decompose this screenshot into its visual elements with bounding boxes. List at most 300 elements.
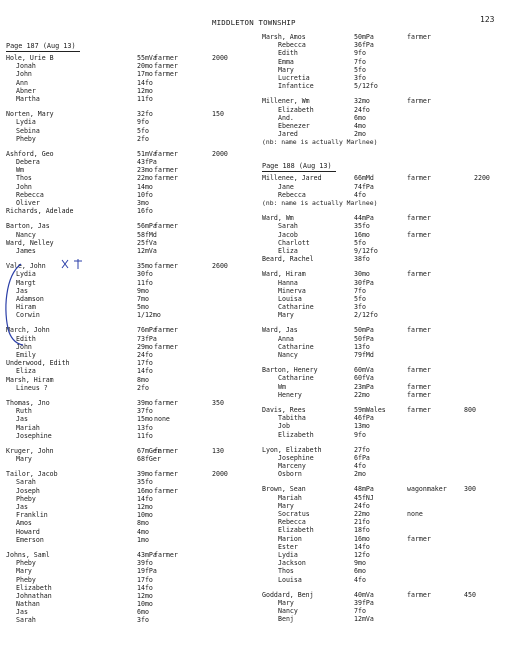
person-name: Job (278, 422, 290, 431)
age-sex-birthplace: 14fo (354, 542, 370, 551)
right-top-families (262, 33, 502, 146)
age-sex-birthplace: 37fo (137, 407, 153, 416)
person-name: Lineus ? (16, 383, 48, 392)
age-sex-birthplace: 5fo (354, 294, 366, 303)
census-row (6, 415, 256, 423)
census-row (6, 455, 256, 463)
census-row (6, 600, 256, 608)
age-sex-birthplace: 56mPa (137, 222, 157, 231)
census-row (262, 130, 502, 138)
census-row (6, 183, 256, 191)
age-sex-birthplace: 14mo (137, 182, 153, 191)
census-row (6, 326, 256, 334)
person-name: Nathan (16, 600, 40, 609)
right-bottom-families (262, 174, 502, 623)
person-name: Sarah (16, 616, 36, 625)
person-name: Thos (16, 174, 32, 183)
census-row (6, 447, 256, 455)
person-name: Beard, Rachel (262, 255, 314, 264)
person-name: Oliver (16, 199, 40, 207)
census-row (262, 494, 502, 502)
person-name: Mary (16, 455, 32, 464)
occupation: farmer (407, 590, 431, 599)
person-name: Kruger, John (6, 446, 54, 455)
occupation: farmer (154, 62, 178, 71)
age-sex-birthplace: 35fo (137, 478, 153, 487)
occupation: farmer (154, 262, 178, 271)
person-name: And. (278, 113, 294, 122)
census-row (262, 97, 502, 105)
person-name: Margt (16, 278, 36, 287)
census-row (262, 326, 502, 334)
census-row (262, 279, 502, 287)
age-sex-birthplace: 9fo (137, 118, 149, 127)
property-value: 2200 (474, 174, 490, 183)
census-row (6, 87, 256, 95)
person-name: Wm (16, 166, 24, 175)
census-row (6, 399, 256, 407)
census-row (6, 567, 256, 575)
census-row (262, 122, 502, 130)
age-sex-birthplace: 32mo (354, 97, 370, 106)
age-sex-birthplace: 9mo (137, 286, 149, 295)
person-name: Louisa (278, 575, 302, 584)
person-name: Goddard, Benj (262, 590, 314, 599)
person-name: Catharine (278, 374, 314, 383)
age-sex-birthplace: 50fPa (354, 334, 374, 343)
person-name: Jane (278, 182, 294, 191)
age-sex-birthplace: 43fPa (137, 158, 157, 167)
age-sex-birthplace: 12mVa (354, 615, 374, 624)
census-row (6, 262, 256, 270)
person-name: Jas (16, 503, 28, 511)
person-name: Rebecca (278, 41, 306, 50)
age-sex-birthplace: 4fo (354, 190, 366, 199)
age-sex-birthplace: 39fo (137, 559, 153, 568)
age-sex-birthplace: 12fo (354, 550, 370, 559)
person-name: Jas (16, 415, 28, 424)
census-row (262, 183, 502, 191)
census-row (6, 311, 256, 319)
census-row (262, 311, 502, 319)
age-sex-birthplace: 35mo (137, 262, 153, 271)
age-sex-birthplace: 17fo (137, 359, 153, 368)
age-sex-birthplace: 5/12fo (354, 82, 378, 91)
person-name: Mary (278, 598, 294, 607)
census-row (6, 511, 256, 519)
age-sex-birthplace: 15mo (137, 415, 153, 424)
age-sex-birthplace: 14fo (137, 78, 153, 87)
person-name: Emma (278, 57, 294, 66)
person-name: Barton, Jas (6, 222, 50, 231)
census-row (6, 70, 256, 78)
family-group (6, 150, 256, 216)
census-row (262, 454, 502, 462)
family-group (262, 214, 502, 263)
occupation: farmer (407, 405, 431, 414)
census-row (262, 576, 502, 584)
census-row (6, 174, 256, 182)
person-name: Debera (16, 158, 40, 167)
family-group (262, 406, 502, 439)
age-sex-birthplace: 27fo (354, 445, 370, 454)
family-group (6, 222, 256, 255)
age-sex-birthplace: 7fo (354, 57, 366, 66)
age-sex-birthplace: 67mGer (137, 446, 161, 455)
census-row (262, 567, 502, 575)
occupation: farmer (154, 470, 178, 479)
person-name: Howard (16, 527, 40, 536)
census-row (262, 214, 502, 222)
age-sex-birthplace: 24fo (354, 501, 370, 510)
census-row (262, 510, 502, 518)
census-row (262, 391, 502, 399)
census-row (262, 462, 502, 470)
census-row (6, 616, 256, 624)
occupation: farmer (154, 326, 178, 335)
person-name: Millenee, Jared (262, 174, 322, 183)
census-row (262, 543, 502, 551)
person-name: Wm (278, 382, 286, 391)
person-name: Socratus (278, 510, 310, 518)
property-value: 130 (212, 446, 224, 455)
age-sex-birthplace: 7mo (137, 294, 149, 303)
age-sex-birthplace: 2fo (137, 383, 149, 392)
census-row (6, 79, 256, 87)
age-sex-birthplace: 2mo (354, 130, 366, 139)
census-row (6, 376, 256, 384)
census-row (6, 384, 256, 392)
census-row (6, 592, 256, 600)
age-sex-birthplace: 46fPa (354, 414, 374, 423)
person-name: Sebina (16, 126, 40, 135)
person-name: Ann (16, 78, 28, 87)
age-sex-birthplace: 22mo (354, 390, 370, 399)
census-row (262, 470, 502, 478)
family-group (262, 485, 502, 583)
page-number: 123 (480, 15, 495, 24)
age-sex-birthplace: 1/12mo (137, 311, 161, 320)
family-group (262, 366, 502, 399)
person-name: Mariah (278, 493, 302, 502)
age-sex-birthplace: 50mPa (354, 33, 374, 41)
person-name: Ward, Wm (262, 214, 294, 223)
age-sex-birthplace: 9/12fo (354, 246, 378, 255)
age-sex-birthplace: 5fo (137, 126, 149, 135)
occupation: farmer (407, 382, 431, 391)
person-name: Norten, Mary (6, 110, 54, 119)
occupation: farmer (154, 54, 178, 62)
age-sex-birthplace: 12mo (137, 503, 153, 511)
family-group (262, 97, 502, 146)
census-row (6, 424, 256, 432)
person-name: Lyon, Elizabeth (262, 445, 322, 454)
property-value: 300 (464, 485, 476, 494)
property-value: 350 (212, 398, 224, 407)
occupation: farmer (407, 174, 431, 183)
occupation: farmer (154, 70, 178, 79)
census-row (6, 247, 256, 255)
person-name: Ruth (16, 407, 32, 416)
person-name: Nancy (278, 351, 298, 359)
census-row (262, 615, 502, 623)
age-sex-birthplace: 12mo (137, 591, 153, 600)
age-sex-birthplace: 22mo (354, 510, 370, 518)
occupation: farmer (154, 222, 178, 231)
age-sex-birthplace: 9fo (354, 430, 366, 439)
person-name: Elizabeth (278, 430, 314, 439)
census-row (262, 607, 502, 615)
person-name: Mary (16, 567, 32, 576)
family-group (262, 174, 502, 207)
census-row (6, 432, 256, 440)
person-name: Marion (278, 534, 302, 543)
census-row (262, 247, 502, 255)
census-row (6, 335, 256, 343)
age-sex-birthplace: 68fGer (137, 455, 161, 464)
family-group (6, 54, 256, 103)
age-sex-birthplace: 74fPa (354, 182, 374, 191)
age-sex-birthplace: 6fPa (354, 453, 370, 462)
census-row (262, 255, 502, 263)
person-name: Corwin (16, 311, 40, 320)
age-sex-birthplace: 30fo (137, 270, 153, 279)
age-sex-birthplace: 58fMd (137, 230, 157, 239)
age-sex-birthplace: 32fo (137, 110, 153, 119)
person-name: Jared (278, 130, 298, 139)
person-name: Tabitha (278, 414, 306, 423)
age-sex-birthplace: 10mo (137, 511, 153, 520)
occupation: farmer (407, 534, 431, 543)
age-sex-birthplace: 19fPa (137, 567, 157, 576)
age-sex-birthplace: 29mo (137, 342, 153, 351)
person-name: Henery (278, 390, 302, 399)
person-name: Underwood, Edith (6, 359, 70, 368)
census-row (262, 270, 502, 278)
age-sex-birthplace: 16fo (137, 207, 153, 216)
age-sex-birthplace: 12mo (137, 86, 153, 95)
person-name: Emerson (16, 535, 44, 544)
age-sex-birthplace: 7fo (354, 607, 366, 616)
census-row (262, 551, 502, 559)
name-note: (nb: name is actually Marlnee) (262, 138, 378, 147)
person-name: John (16, 182, 32, 191)
census-row (262, 591, 502, 599)
occupation: farmer (154, 550, 178, 559)
person-name: Adamson (16, 294, 44, 303)
census-row (6, 359, 256, 367)
person-name: Josephine (278, 453, 314, 462)
age-sex-birthplace: 11fo (137, 431, 153, 440)
age-sex-birthplace: 14fo (137, 494, 153, 503)
person-name: Elizabeth (16, 583, 52, 592)
census-row (6, 118, 256, 126)
person-name: Joseph (16, 486, 40, 495)
census-row (6, 559, 256, 567)
age-sex-birthplace: 14fo (137, 583, 153, 592)
family-group (262, 591, 502, 624)
age-sex-birthplace: 23mo (137, 166, 153, 175)
census-row (262, 599, 502, 607)
census-row (6, 487, 256, 495)
age-sex-birthplace: 22mo (137, 174, 153, 183)
person-name: Elizabeth (278, 526, 314, 535)
age-sex-birthplace: 39mo (137, 398, 153, 407)
person-name: Charlott (278, 238, 310, 247)
age-sex-birthplace: 17mo (137, 70, 153, 79)
age-sex-birthplace: 13fo (137, 423, 153, 432)
person-name: Jas (16, 608, 28, 617)
census-row (6, 528, 256, 536)
census-row (262, 222, 502, 230)
census-row (262, 74, 502, 82)
age-sex-birthplace: 23mPa (354, 382, 374, 391)
person-name: Vale, John (6, 262, 46, 271)
person-name: Anna (278, 334, 294, 343)
age-sex-birthplace: 2/12fo (354, 311, 378, 320)
occupation: farmer (407, 33, 431, 41)
family-group (6, 399, 256, 440)
person-name: Ward, Jas (262, 326, 298, 335)
person-name: Martha (16, 94, 40, 103)
family-group (6, 447, 256, 463)
person-name: Benj (278, 615, 294, 624)
property-value: 2000 (212, 470, 228, 479)
person-name: John (16, 342, 32, 351)
person-name: Hole, Urie B (6, 54, 54, 62)
census-row (262, 535, 502, 543)
occupation: farmer (154, 342, 178, 351)
person-name: Rebecca (278, 518, 306, 527)
census-row (262, 174, 502, 182)
person-name: Rebecca (16, 190, 44, 199)
person-name: Sarah (278, 222, 298, 231)
person-name: Jacob (278, 230, 298, 239)
person-name: Eliza (16, 367, 36, 376)
property-value: 450 (464, 590, 476, 599)
occupation: farmer (407, 97, 431, 106)
census-row (262, 114, 502, 122)
occupation: farmer (407, 270, 431, 279)
occupation: farmer (154, 166, 178, 175)
property-value: 2000 (212, 149, 228, 158)
family-group (6, 470, 256, 544)
person-name: Mary (278, 501, 294, 510)
person-name: Brown, Sean (262, 485, 306, 494)
census-row (262, 66, 502, 74)
age-sex-birthplace: 13mo (354, 422, 370, 431)
age-sex-birthplace: 21fo (354, 518, 370, 527)
census-row (6, 166, 256, 174)
left-families (6, 54, 256, 625)
occupation: farmer (407, 230, 431, 239)
age-sex-birthplace: 16mo (354, 534, 370, 543)
person-name: Mary (278, 311, 294, 320)
person-name: Ward, Nelley (6, 238, 54, 247)
person-name: Abner (16, 86, 36, 95)
census-row (6, 287, 256, 295)
age-sex-birthplace: 9fo (354, 49, 366, 58)
census-row (6, 478, 256, 486)
person-name: Pheby (16, 559, 36, 568)
age-sex-birthplace: 20mo (137, 62, 153, 71)
census-row (262, 485, 502, 493)
person-name: Emily (16, 351, 36, 359)
census-row (6, 536, 256, 544)
page-heading-187: Page 187 (Aug 13) (6, 42, 80, 52)
right-column (262, 33, 502, 630)
census-row (262, 366, 502, 374)
person-name: Jackson (278, 559, 306, 568)
age-sex-birthplace: 18fo (354, 526, 370, 535)
age-sex-birthplace: 17fo (137, 575, 153, 584)
census-row (262, 343, 502, 351)
age-sex-birthplace: 50mPa (354, 326, 374, 335)
census-row (6, 551, 256, 559)
person-name: Edith (16, 334, 36, 343)
census-row (6, 110, 256, 118)
census-row (6, 62, 256, 70)
person-name: Edith (278, 49, 298, 58)
person-name: Josephine (16, 431, 52, 440)
age-sex-birthplace: 12mVa (137, 246, 157, 255)
person-name: Ebenezer (278, 121, 310, 130)
age-sex-birthplace: 55mVa (137, 54, 157, 62)
handwritten-bracket-mark (1, 262, 25, 346)
census-row (6, 367, 256, 375)
person-name: Thomas, Jno (6, 398, 50, 407)
person-name: Pheby (16, 575, 36, 584)
person-name: John (16, 70, 32, 79)
person-name: Elizabeth (278, 105, 314, 114)
age-sex-birthplace: 60fVa (354, 374, 374, 383)
person-name: Millener, Wm (262, 97, 310, 106)
census-row (262, 414, 502, 422)
census-row (262, 295, 502, 303)
person-name: Richards, Adelade (6, 207, 74, 216)
age-sex-birthplace: 40mVa (354, 590, 374, 599)
person-name: Barton, Henery (262, 366, 318, 375)
age-sex-birthplace: 3fo (354, 303, 366, 312)
property-value: 2000 (212, 54, 228, 62)
left-column (6, 33, 256, 632)
person-name: Ashford, Geo (6, 149, 54, 158)
census-row (6, 576, 256, 584)
age-sex-birthplace: 3mo (137, 199, 149, 207)
census-row (262, 526, 502, 534)
census-row (6, 343, 256, 351)
person-name: Tailor, Jacob (6, 470, 58, 479)
census-row (6, 231, 256, 239)
census-row (262, 351, 502, 359)
census-row (6, 270, 256, 278)
person-name: Eliza (278, 246, 298, 255)
age-sex-birthplace: 3fo (354, 73, 366, 82)
property-value: 800 (464, 405, 476, 414)
census-row (262, 33, 502, 41)
census-row (262, 406, 502, 414)
age-sex-birthplace: 51mVa (137, 149, 157, 158)
age-sex-birthplace: 4mo (354, 121, 366, 130)
census-row (262, 303, 502, 311)
census-row (262, 239, 502, 247)
census-row (262, 82, 502, 90)
age-sex-birthplace: 6mo (137, 608, 149, 617)
property-value: 2600 (212, 262, 228, 271)
census-row (6, 150, 256, 158)
census-row (6, 158, 256, 166)
age-sex-birthplace: 16mo (137, 486, 153, 495)
